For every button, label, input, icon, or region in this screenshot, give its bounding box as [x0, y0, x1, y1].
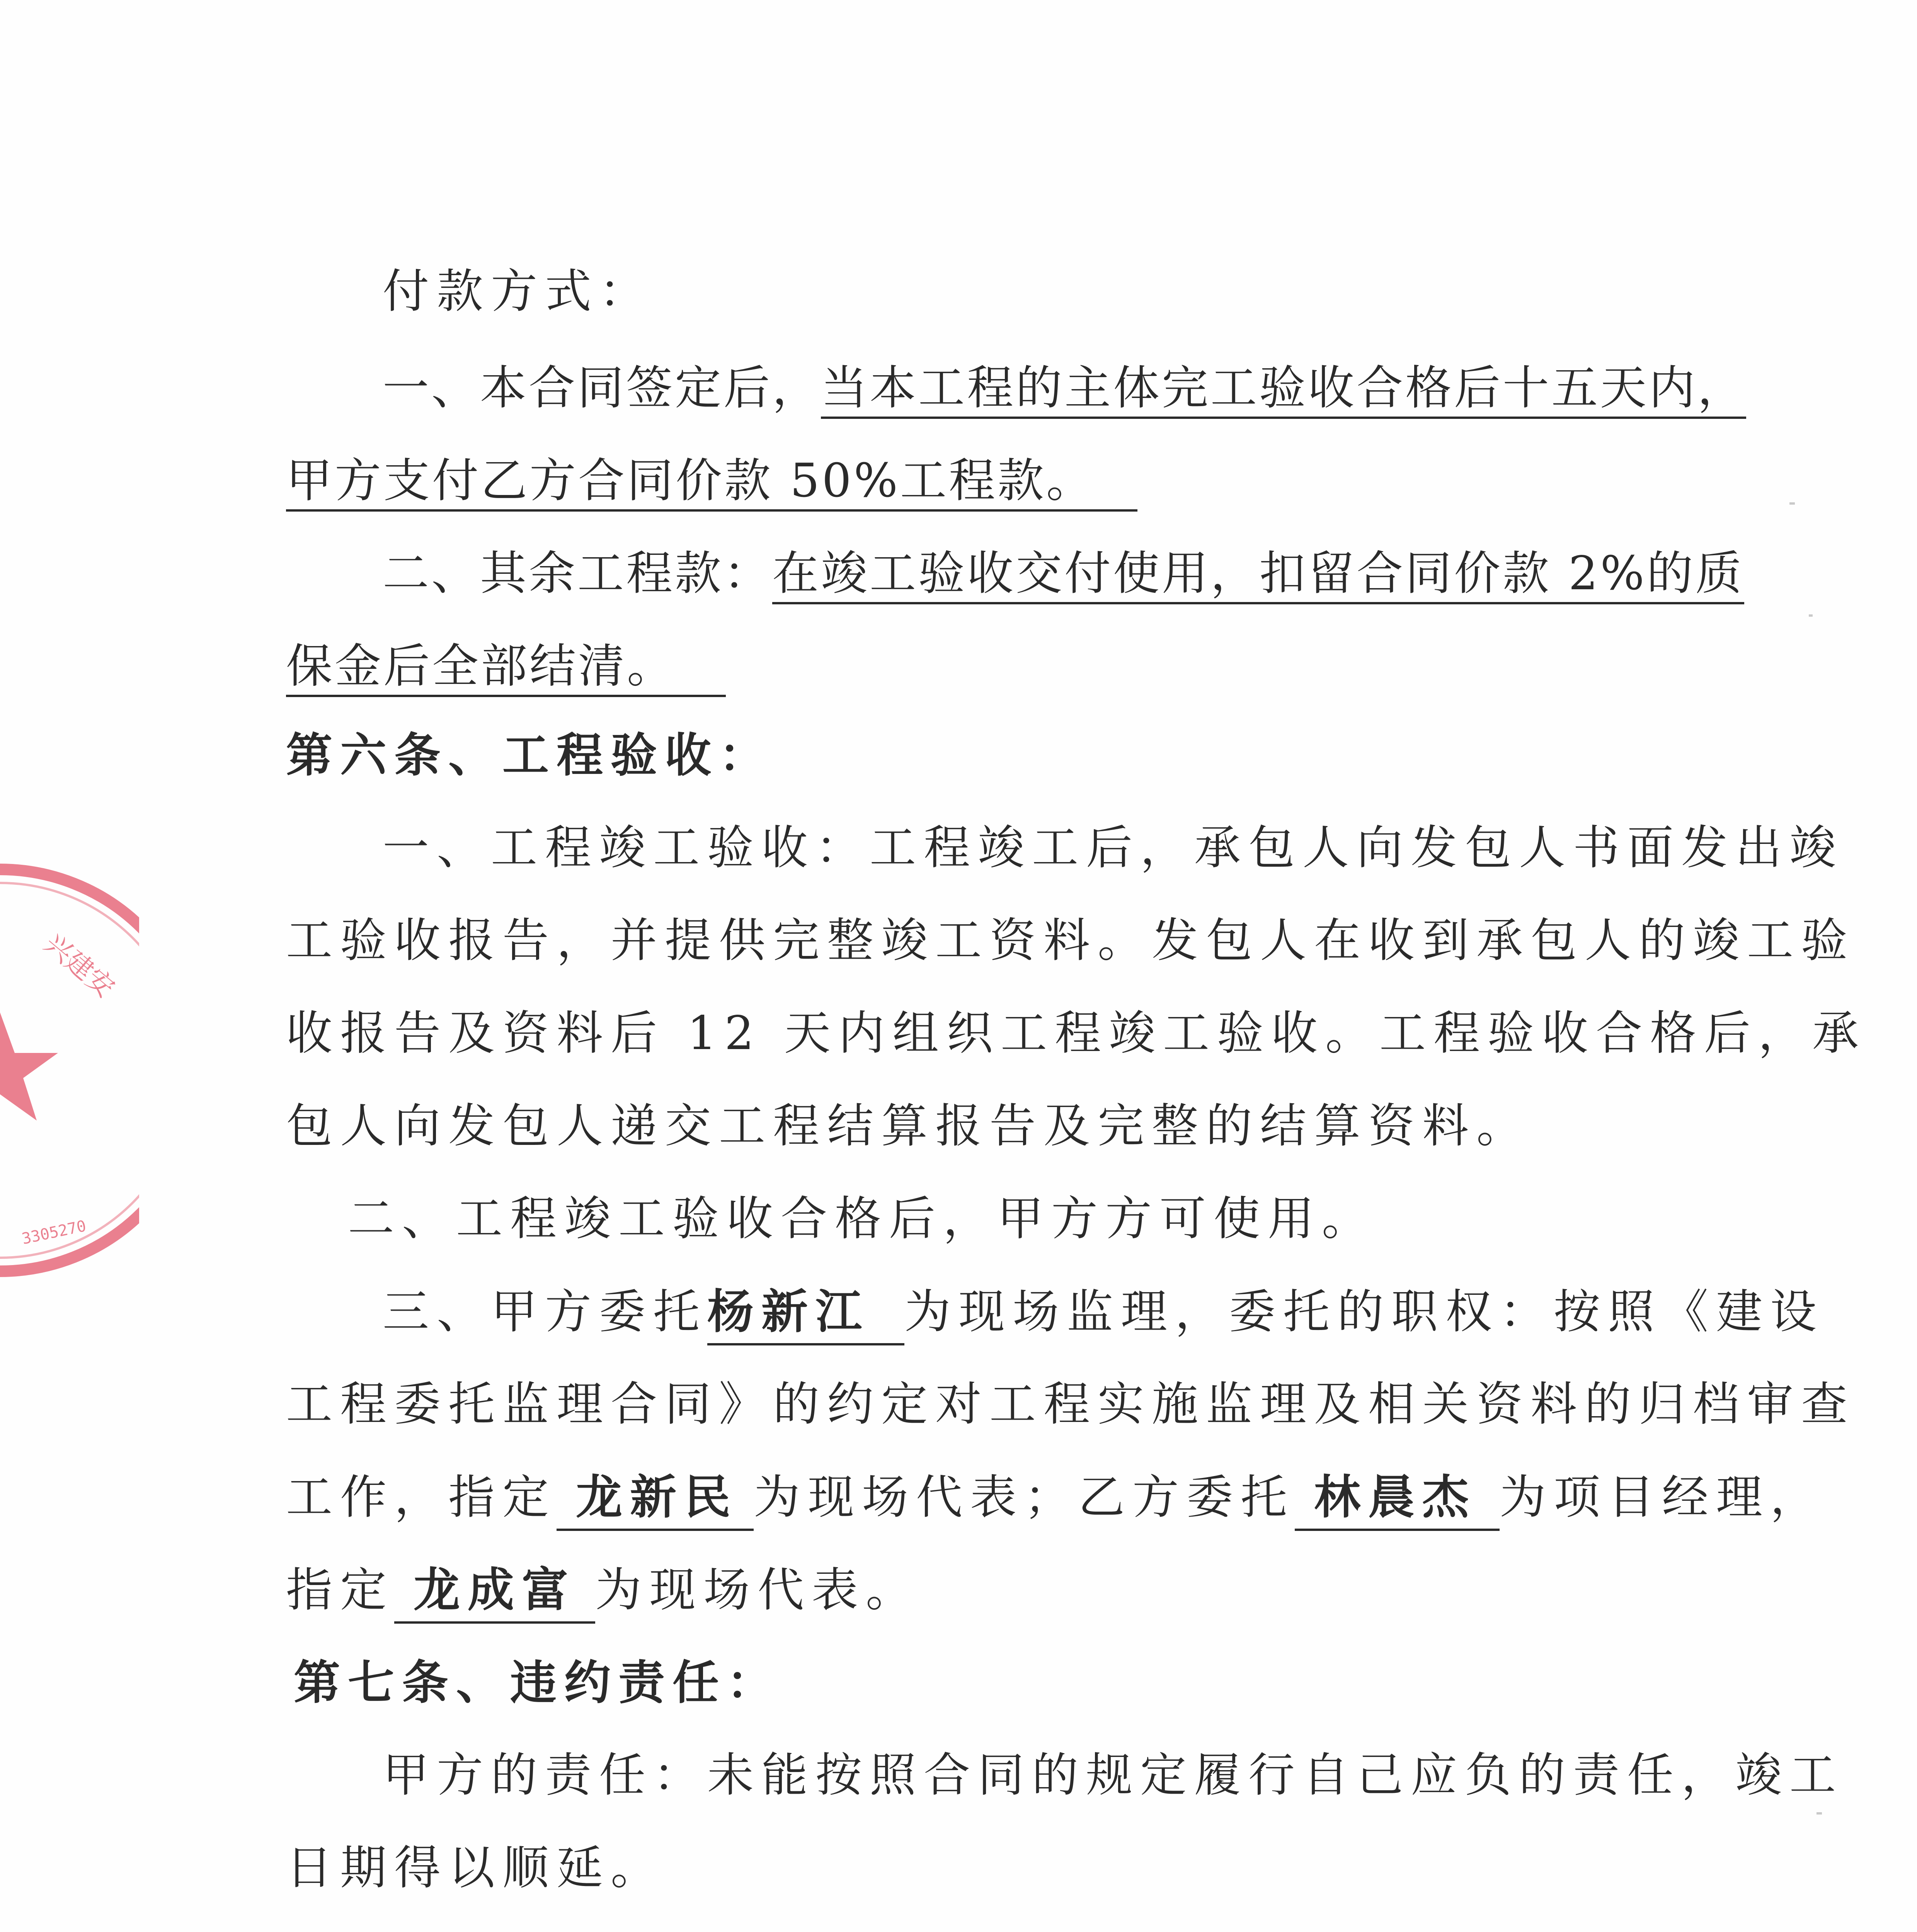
payment-clause-1-underlined: 当本工程的主体完工验收合格后十五天内，: [821, 361, 1746, 419]
a6-p3-l3-text-b: 为现场代表；乙方委托: [754, 1471, 1295, 1524]
official-seal-icon: [0, 858, 139, 1283]
a6-p3-text-b: 为现场监理，委托的职权：按照《建设: [904, 1285, 1824, 1339]
a6-p3-text-a: 三、甲方委托: [383, 1285, 707, 1339]
article-7-title: 第七条、违约责任：: [294, 1655, 781, 1710]
scan-speck: [1789, 502, 1795, 505]
article-6-para-1-line-4: 包人向发包人递交工程结算报告及完整的结算资料。: [286, 1099, 1531, 1153]
article-6-para-3-line-4: [286, 1561, 920, 1624]
article-6-para-1-line-2: 工验收报告，并提供完整竣工资料。发包人在收到承包人的竣工验: [286, 914, 1855, 968]
party-a-liability-line-1: 甲方的责任：未能按照合同的规定履行自己应负的责任，竣工: [383, 1748, 1844, 1802]
a6-p3-l3-text-a: 工作，指定: [286, 1471, 557, 1524]
article-6-para-1-line-3: 收报告及资料后 12 天内组织工程竣工验收。工程验收合格后，承: [286, 1007, 1866, 1060]
payment-clause-2-continued: [286, 638, 726, 696]
payment-clause-1-cont: 甲方支付乙方合同价款 50%工程款。: [286, 454, 1137, 512]
payment-clause-2: [383, 545, 1744, 603]
payment-clause-2-underlined: 在竣工验收交付使用，扣留合同价款 2%的质: [772, 547, 1744, 604]
seal-code-text: 3305270: [20, 1217, 88, 1248]
payment-clause-1-prefix: 一、本合同签定后，: [383, 361, 821, 415]
article-6-para-3-line-3: [286, 1468, 1824, 1531]
payment-clause-2-prefix: 二、其余工程款：: [383, 547, 772, 600]
supervisor-name: 杨新江: [707, 1283, 904, 1345]
party-a-liability-line-2: 日期得以顺延。: [286, 1841, 665, 1895]
a6-p3-l4-text-b: 为现场代表。: [595, 1563, 920, 1617]
payment-clause-2-cont: 保金后全部结清。: [286, 639, 726, 697]
scan-speck: [1817, 1812, 1822, 1815]
a6-p3-l4-text-a: 指定: [286, 1563, 394, 1617]
article-6-para-3-line-1: [383, 1283, 1824, 1345]
seal-fragment-text: 兴建安: [38, 927, 121, 1004]
scan-speck: [1809, 614, 1813, 617]
article-6-title: 第六条、工程验收：: [286, 728, 773, 782]
payment-heading: 付款方式：: [383, 265, 653, 318]
a6-p3-l3-text-c: 为项目经理，: [1500, 1471, 1824, 1524]
contractor-representative-name: 龙成富: [394, 1561, 595, 1624]
payment-clause-1: [383, 359, 1746, 417]
owner-representative-name: 龙新民: [557, 1468, 754, 1531]
article-6-para-2: 二、工程竣工验收合格后，甲方方可使用。: [348, 1192, 1376, 1246]
article-6-para-3-line-2: 工程委托监理合同》的约定对工程实施监理及相关资料的归档审查: [286, 1378, 1855, 1431]
project-manager-name: 林晨杰: [1295, 1468, 1500, 1531]
payment-clause-1-continued: [286, 452, 1137, 510]
article-6-para-1-line-1: 一、工程竣工验收：工程竣工后，承包人向发包人书面发出竣: [383, 821, 1844, 875]
